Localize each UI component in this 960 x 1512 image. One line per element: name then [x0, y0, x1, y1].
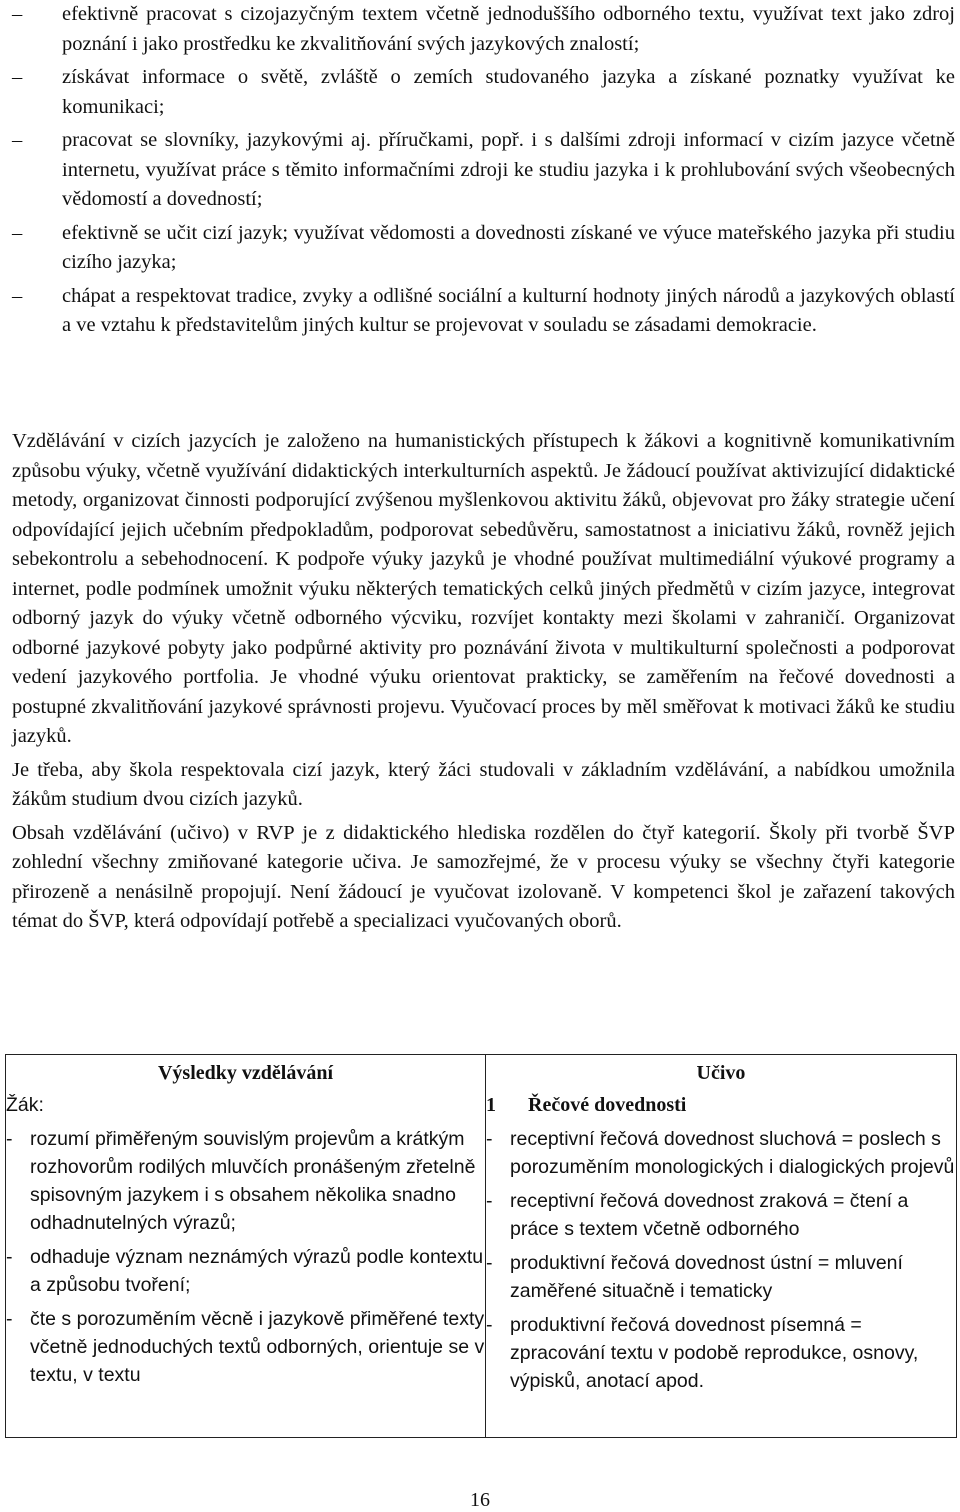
paragraph: Obsah vzdělávání (učivo) v RVP je z didaktického hlediska rozdělen do čtyř kategorií. Školy při tvorbě ŠVP zohlední všechny zmiňované kategorie učiva. Je samozřejmé, že v procesu výuky se všechny čtyři kategorie přirozeně a nenásilně propojují. Není žádoucí je vyučovat izolovaně. V kompetenci škol je zařazení takových témat do ŠVP, která odpovídají potřebě a specializaci vyučovaných oborů.: [12, 821, 955, 932]
body-text: [12, 427, 955, 941]
curriculum-item: [486, 1311, 956, 1395]
list-dash: –: [12, 284, 23, 307]
outcome-text: rozumí přiměřeným souvislým projevům a krátkým rozhovorům rodilých mluvčích pronášeným zřetelně spisovným jazykem i s obsahem několika snadno odhadnutelných výrazů;: [30, 1128, 476, 1234]
page-number: 16: [470, 1489, 490, 1511]
item-dash: -: [486, 1252, 493, 1274]
outcome-item: [6, 1243, 485, 1299]
curriculum-text: receptivní řečová dovednost sluchová = poslech s porozuměním monologických i dialogických projevů: [510, 1128, 955, 1178]
list-item: [12, 282, 955, 341]
objectives-list: [12, 0, 955, 345]
list-dash: –: [12, 129, 23, 151]
item-dash: -: [6, 1246, 13, 1268]
list-item: [12, 126, 955, 215]
learning-outcomes-cell: [6, 1055, 486, 1438]
list-dash: –: [12, 3, 23, 25]
outcome-text: čte s porozuměním věcně i jazykově přiměřené texty včetně jednoduchých textů odborných, orientuje se v textu, v textu: [30, 1308, 485, 1386]
list-item: [12, 63, 955, 122]
list-item-text: získávat informace o světě, zvláště o zemích studovaného jazyka a získané poznatky využívat ke komunikaci;: [62, 66, 955, 118]
list-item-text: efektivně pracovat s cizojazyčným textem včetně jednoduššího odborného textu, využívat text jako zdroj poznání i jako prostředku ke zkvalitňování svých jazykových znalostí;: [62, 3, 955, 55]
outcome-item: [6, 1125, 485, 1237]
paragraph: Je třeba, aby škola respektovala cizí jazyk, který žáci studovali v základním vzdělávání, a nabídkou umožnila žákům studium dvou cizích jazyků.: [12, 758, 955, 810]
item-dash: -: [486, 1314, 493, 1336]
list-item-text: chápat a respektovat tradice, zvyky a odlišné sociální a kulturní hodnoty jiných národů a jazykových oblastí a ve vztahu k představitelům jiných kultur se projevovat v souladu se zásadami demokracie.: [62, 284, 955, 336]
curriculum-cell: [486, 1055, 957, 1438]
list-dash: –: [12, 66, 23, 88]
curriculum-item: [486, 1125, 956, 1181]
curriculum-text: receptivní řečová dovednost zraková = čtení a práce s textem včetně odborného: [510, 1190, 909, 1240]
list-item-text: pracovat se slovníky, jazykovými aj. příručkami, popř. i s dalšími zdroji informací v cizím jazyce včetně internetu, využívat práce s těmito informačními zdroji ke studiu jazyka i k prohlubování svých všeobecných vědomostí a dovedností;: [62, 129, 955, 210]
curriculum-text: produktivní řečová dovednost ústní = mluvení zaměřené situačně i tematicky: [510, 1252, 903, 1302]
list-dash: –: [12, 221, 23, 244]
pupil-label: Žák:: [6, 1094, 44, 1116]
list-item: [12, 219, 955, 278]
section-heading: [486, 1091, 956, 1119]
curriculum-text: produktivní řečová dovednost písemná = zpracování textu v podobě reprodukce, osnovy, výpisků, anotací apod.: [510, 1314, 919, 1392]
section-title: Řečové dovednosti: [528, 1094, 687, 1116]
curriculum-item: [486, 1249, 956, 1305]
item-dash: -: [486, 1190, 493, 1212]
curriculum-item: [486, 1187, 956, 1243]
item-dash: -: [6, 1308, 13, 1330]
list-item-text: efektivně se učit cizí jazyk; využívat vědomosti a dovednosti získané ve výuce mateřského jazyka při studiu cizího jazyka;: [62, 221, 955, 273]
curriculum-table: [5, 1054, 957, 1438]
column-header-outcomes: Výsledky vzdělávání: [157, 1062, 334, 1084]
item-dash: -: [486, 1128, 493, 1150]
section-number: 1: [486, 1094, 496, 1116]
paragraph: Vzdělávání v cizích jazycích je založeno na humanistických přístupech k žákovi a kognitivně komunikativním způsobu výuky, včetně využívání didaktických interkulturních aspektů. Je žádoucí používat aktivizující didaktické metody, organizovat činnosti podporující zvýšenou myšlenkovou aktivitu žáků, objevovat pro žáky strategie učení odpovídající jejich učebním předpokladům, podporovat sebedůvěru, samostatnost a iniciativu žáků, rovněž jejich sebekontrolu a sebehodnocení. K podpoře výuky jazyků je vhodné používat multimediální výukové programy a internet, podle podmínek umožnit výuku některých tematických celků jiných předmětů v cizím jazyce, integrovat odborný jazyk do výuky včetně odborného výcviku, rozvíjet kontakty mezi školami v zahraničí. Organizovat odborné jazykové pobyty jako podpůrné aktivity pro poznávání života v multikulturní společnosti a podporovat vedení jazykového portfolia. Je vhodné výuku orientovat prakticky, se zaměřením na řečové dovednosti a postupné zkvalitňování jazykové správnosti projevu. Vyučovací proces by měl směřovat k motivaci žáků ke studiu jazyků.: [12, 430, 955, 747]
list-item: [12, 0, 955, 59]
item-dash: -: [6, 1128, 13, 1150]
column-header-curriculum: Učivo: [696, 1062, 746, 1084]
outcome-item: [6, 1305, 485, 1389]
outcome-text: odhaduje význam neznámých výrazů podle kontextu a způsobu tvoření;: [30, 1246, 484, 1296]
